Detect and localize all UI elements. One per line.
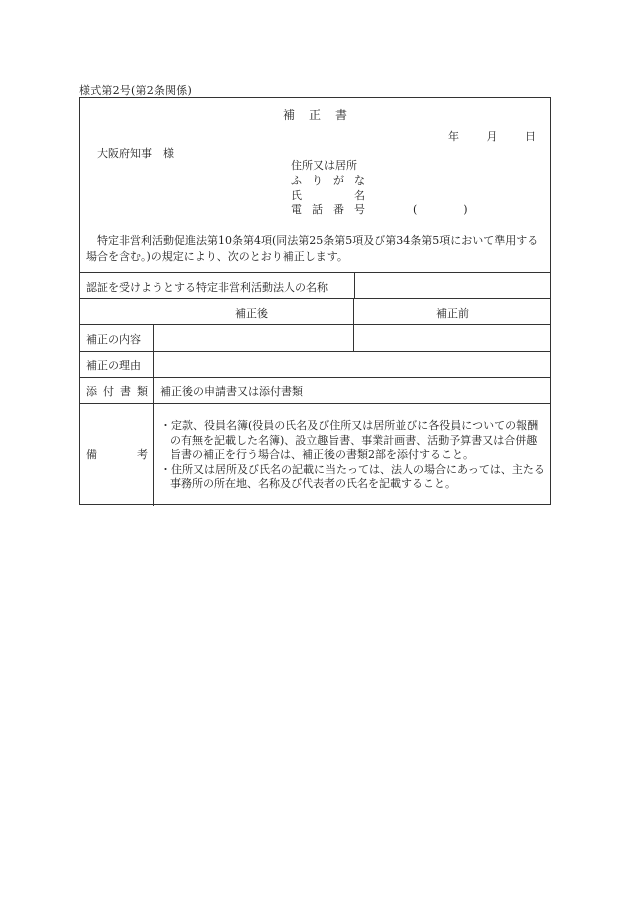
label-char: 付 <box>103 385 114 398</box>
applicant-fields <box>291 159 468 218</box>
label-column-divider <box>153 324 154 506</box>
content-before-value[interactable] <box>358 328 544 347</box>
addressee: 大阪府知事 様 <box>97 147 174 160</box>
table-top-rule <box>80 272 550 273</box>
note-item: ・定款、役員名簿(役員の氏名及び住所又は居所並びに各役員についての報酬の有無を記載した名簿)、設立趣旨書、事業計画書、活動予算書又は合併趣旨書の補正を行う場合は、補正後の書類2部を添付すること。 <box>160 419 539 462</box>
name-field <box>291 189 468 204</box>
before-column-header: 補正前 <box>436 307 469 320</box>
address-field <box>291 159 468 174</box>
date-day-label: 日 <box>525 130 536 143</box>
date-row <box>448 128 536 144</box>
row-rule-2 <box>80 324 550 325</box>
label-char: 電 <box>291 203 302 217</box>
label-char: 類 <box>137 385 148 398</box>
form-title: 補正書 <box>282 108 361 122</box>
corp-name-value[interactable] <box>358 276 544 294</box>
row-rule-1 <box>80 298 550 299</box>
reason-label: 補正の理由 <box>86 359 141 372</box>
label-char: 話 <box>312 203 323 217</box>
after-column-header: 補正後 <box>235 307 268 320</box>
furigana-label <box>291 174 365 189</box>
corp-name-label: 認証を受けようとする特定非営利活動法人の名称 <box>86 281 328 294</box>
correction-form <box>79 97 551 505</box>
phone-field <box>291 203 468 218</box>
phone-paren-close: ) <box>463 203 468 217</box>
attachments-value: 補正後の申請書又は添付書類 <box>160 385 303 398</box>
body-text: 特定非営利活動促進法第10条第4項(同法第25条第5項及び第34条第5項において準用する場合を含む。)の規定により、次のとおり補正します。 <box>86 234 539 263</box>
label-char: 番 <box>333 203 344 217</box>
date-year-label: 年 <box>448 130 459 143</box>
label-char: 氏 <box>291 188 302 202</box>
label-char: 書 <box>120 385 131 398</box>
label-char: り <box>312 173 323 187</box>
label-char: が <box>333 173 344 187</box>
row-rule-5 <box>80 403 550 404</box>
address-label: 住所又は居所 <box>291 159 357 172</box>
notes-label <box>86 446 148 462</box>
label-char: 号 <box>354 203 365 217</box>
corp-name-divider <box>354 272 355 298</box>
phone-label <box>291 203 365 218</box>
label-char: な <box>354 173 365 187</box>
form-number-label: 様式第2号(第2条関係) <box>79 84 192 97</box>
name-label <box>291 189 365 204</box>
phone-paren-open: ( <box>413 203 418 217</box>
date-month-label: 月 <box>486 130 498 143</box>
label-char: 考 <box>137 448 148 461</box>
content-label: 補正の内容 <box>86 333 141 346</box>
furigana-field <box>291 174 468 189</box>
attachments-label <box>86 383 148 399</box>
row-rule-3 <box>80 351 550 352</box>
reason-value[interactable] <box>158 354 544 373</box>
notes-list <box>160 419 548 492</box>
label-char: 備 <box>86 448 97 461</box>
note-item: ・住所又は居所及び氏名の記載に当たっては、法人の場合にあっては、主たる事務所の所在地、名称及び代表者の氏名を記載すること。 <box>160 462 545 491</box>
label-char: 添 <box>86 385 97 398</box>
label-char: 名 <box>354 188 365 202</box>
label-char: ふ <box>291 173 302 187</box>
content-after-value[interactable] <box>158 328 348 347</box>
before-after-divider <box>353 298 354 351</box>
row-rule-4 <box>80 377 550 378</box>
